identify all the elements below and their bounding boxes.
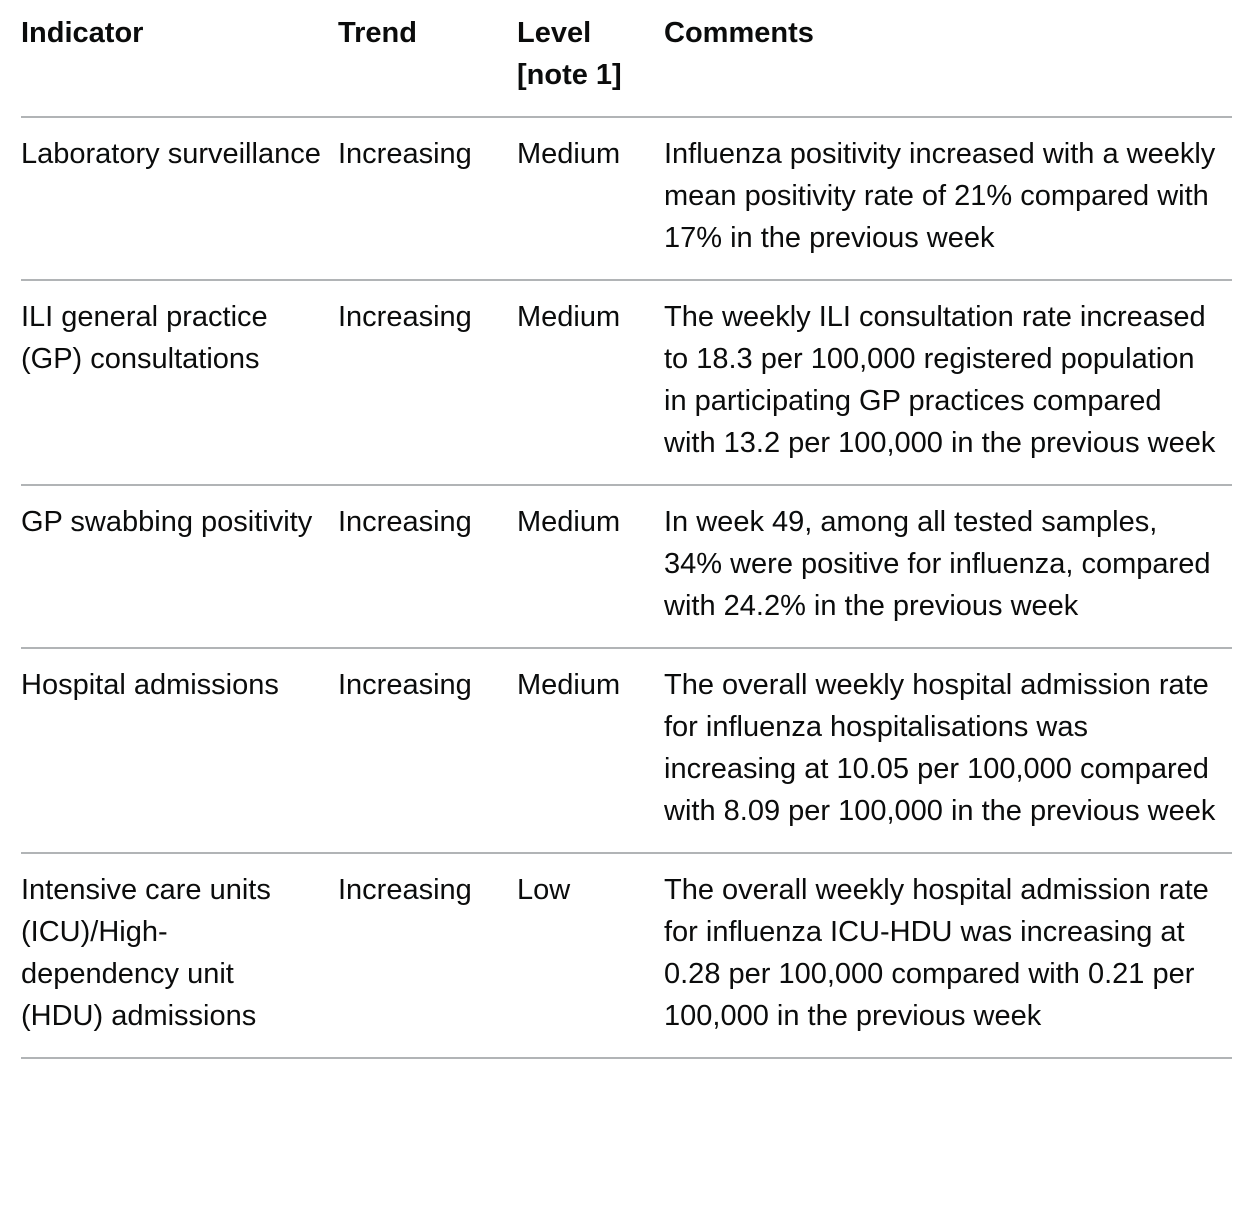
cell-comments: [664, 485, 1232, 648]
header-level-label: [517, 12, 664, 96]
cell-comments-text: The weekly ILI consultation rate increased to 18.3 per 100,000 registered population in participating GP practices compared with 13.2 per 100,000 in the previous week: [664, 301, 1216, 459]
header-comments: [664, 0, 1232, 117]
cell-comments: [664, 853, 1232, 1058]
table-body: [21, 117, 1232, 1058]
cell-comments-text: In week 49, among all tested samples, 34% were positive for influenza, compared with 24.2% in the previous week: [664, 506, 1211, 622]
cell-comments: [664, 648, 1232, 853]
cell-comments: [664, 117, 1232, 280]
cell-level-text: Medium: [517, 669, 621, 701]
cell-level-text: Medium: [517, 506, 621, 538]
cell-indicator-text: GP swabbing positivity: [21, 506, 313, 538]
table-row: [21, 853, 1232, 1058]
cell-trend: [338, 648, 517, 853]
influenza-indicators-table-container: [21, 0, 1232, 1059]
cell-indicator: [21, 485, 338, 648]
header-trend-label: Trend: [338, 17, 417, 49]
header-trend: [338, 0, 517, 117]
table-header: [21, 0, 1232, 117]
cell-level-text: Low: [517, 874, 571, 906]
cell-indicator: [21, 648, 338, 853]
cell-trend-text: Increasing: [338, 669, 472, 701]
cell-trend: [338, 853, 517, 1058]
cell-comments-text: Influenza positivity increased with a weekly mean positivity rate of 21% compared with 17% in the previous week: [664, 138, 1216, 254]
cell-trend-text: Increasing: [338, 301, 472, 333]
header-indicator-label: Indicator: [21, 17, 144, 49]
cell-level-text: Medium: [517, 301, 621, 333]
cell-trend: [338, 280, 517, 485]
header-comments-label: Comments: [664, 17, 814, 49]
cell-indicator: [21, 117, 338, 280]
cell-trend-text: Increasing: [338, 138, 472, 170]
cell-comments: [664, 280, 1232, 485]
cell-indicator-text: Intensive care units (ICU)/High-dependency unit (HDU) admissions: [21, 874, 271, 1032]
cell-level: [517, 117, 664, 280]
cell-trend-text: Increasing: [338, 506, 472, 538]
cell-level: [517, 280, 664, 485]
table-row: [21, 485, 1232, 648]
influenza-indicators-table: [21, 0, 1232, 1059]
cell-level: [517, 485, 664, 648]
cell-trend-text: Increasing: [338, 874, 472, 906]
header-indicator: [21, 0, 338, 117]
cell-indicator-text: Hospital admissions: [21, 669, 279, 701]
cell-indicator: [21, 853, 338, 1058]
header-level-note: [note 1]: [517, 59, 622, 91]
cell-comments-text: The overall weekly hospital admission rate for influenza hospitalisations was increasing at 10.05 per 100,000 compared with 8.09 per 100,000 in the previous week: [664, 669, 1216, 827]
cell-indicator-text: Laboratory surveillance: [21, 138, 321, 170]
cell-indicator-text: ILI general practice (GP) consultations: [21, 301, 268, 375]
cell-trend: [338, 485, 517, 648]
cell-trend: [338, 117, 517, 280]
header-level: [517, 0, 664, 117]
cell-indicator: [21, 280, 338, 485]
header-row: [21, 0, 1232, 117]
table-row: [21, 280, 1232, 485]
cell-level: [517, 853, 664, 1058]
table-row: [21, 648, 1232, 853]
cell-level-text: Medium: [517, 138, 621, 170]
header-level-line1: Level: [517, 17, 592, 49]
cell-level: [517, 648, 664, 853]
table-row: [21, 117, 1232, 280]
cell-comments-text: The overall weekly hospital admission rate for influenza ICU-HDU was increasing at 0.28 per 100,000 compared with 0.21 per 100,000 in the previous week: [664, 874, 1209, 1032]
